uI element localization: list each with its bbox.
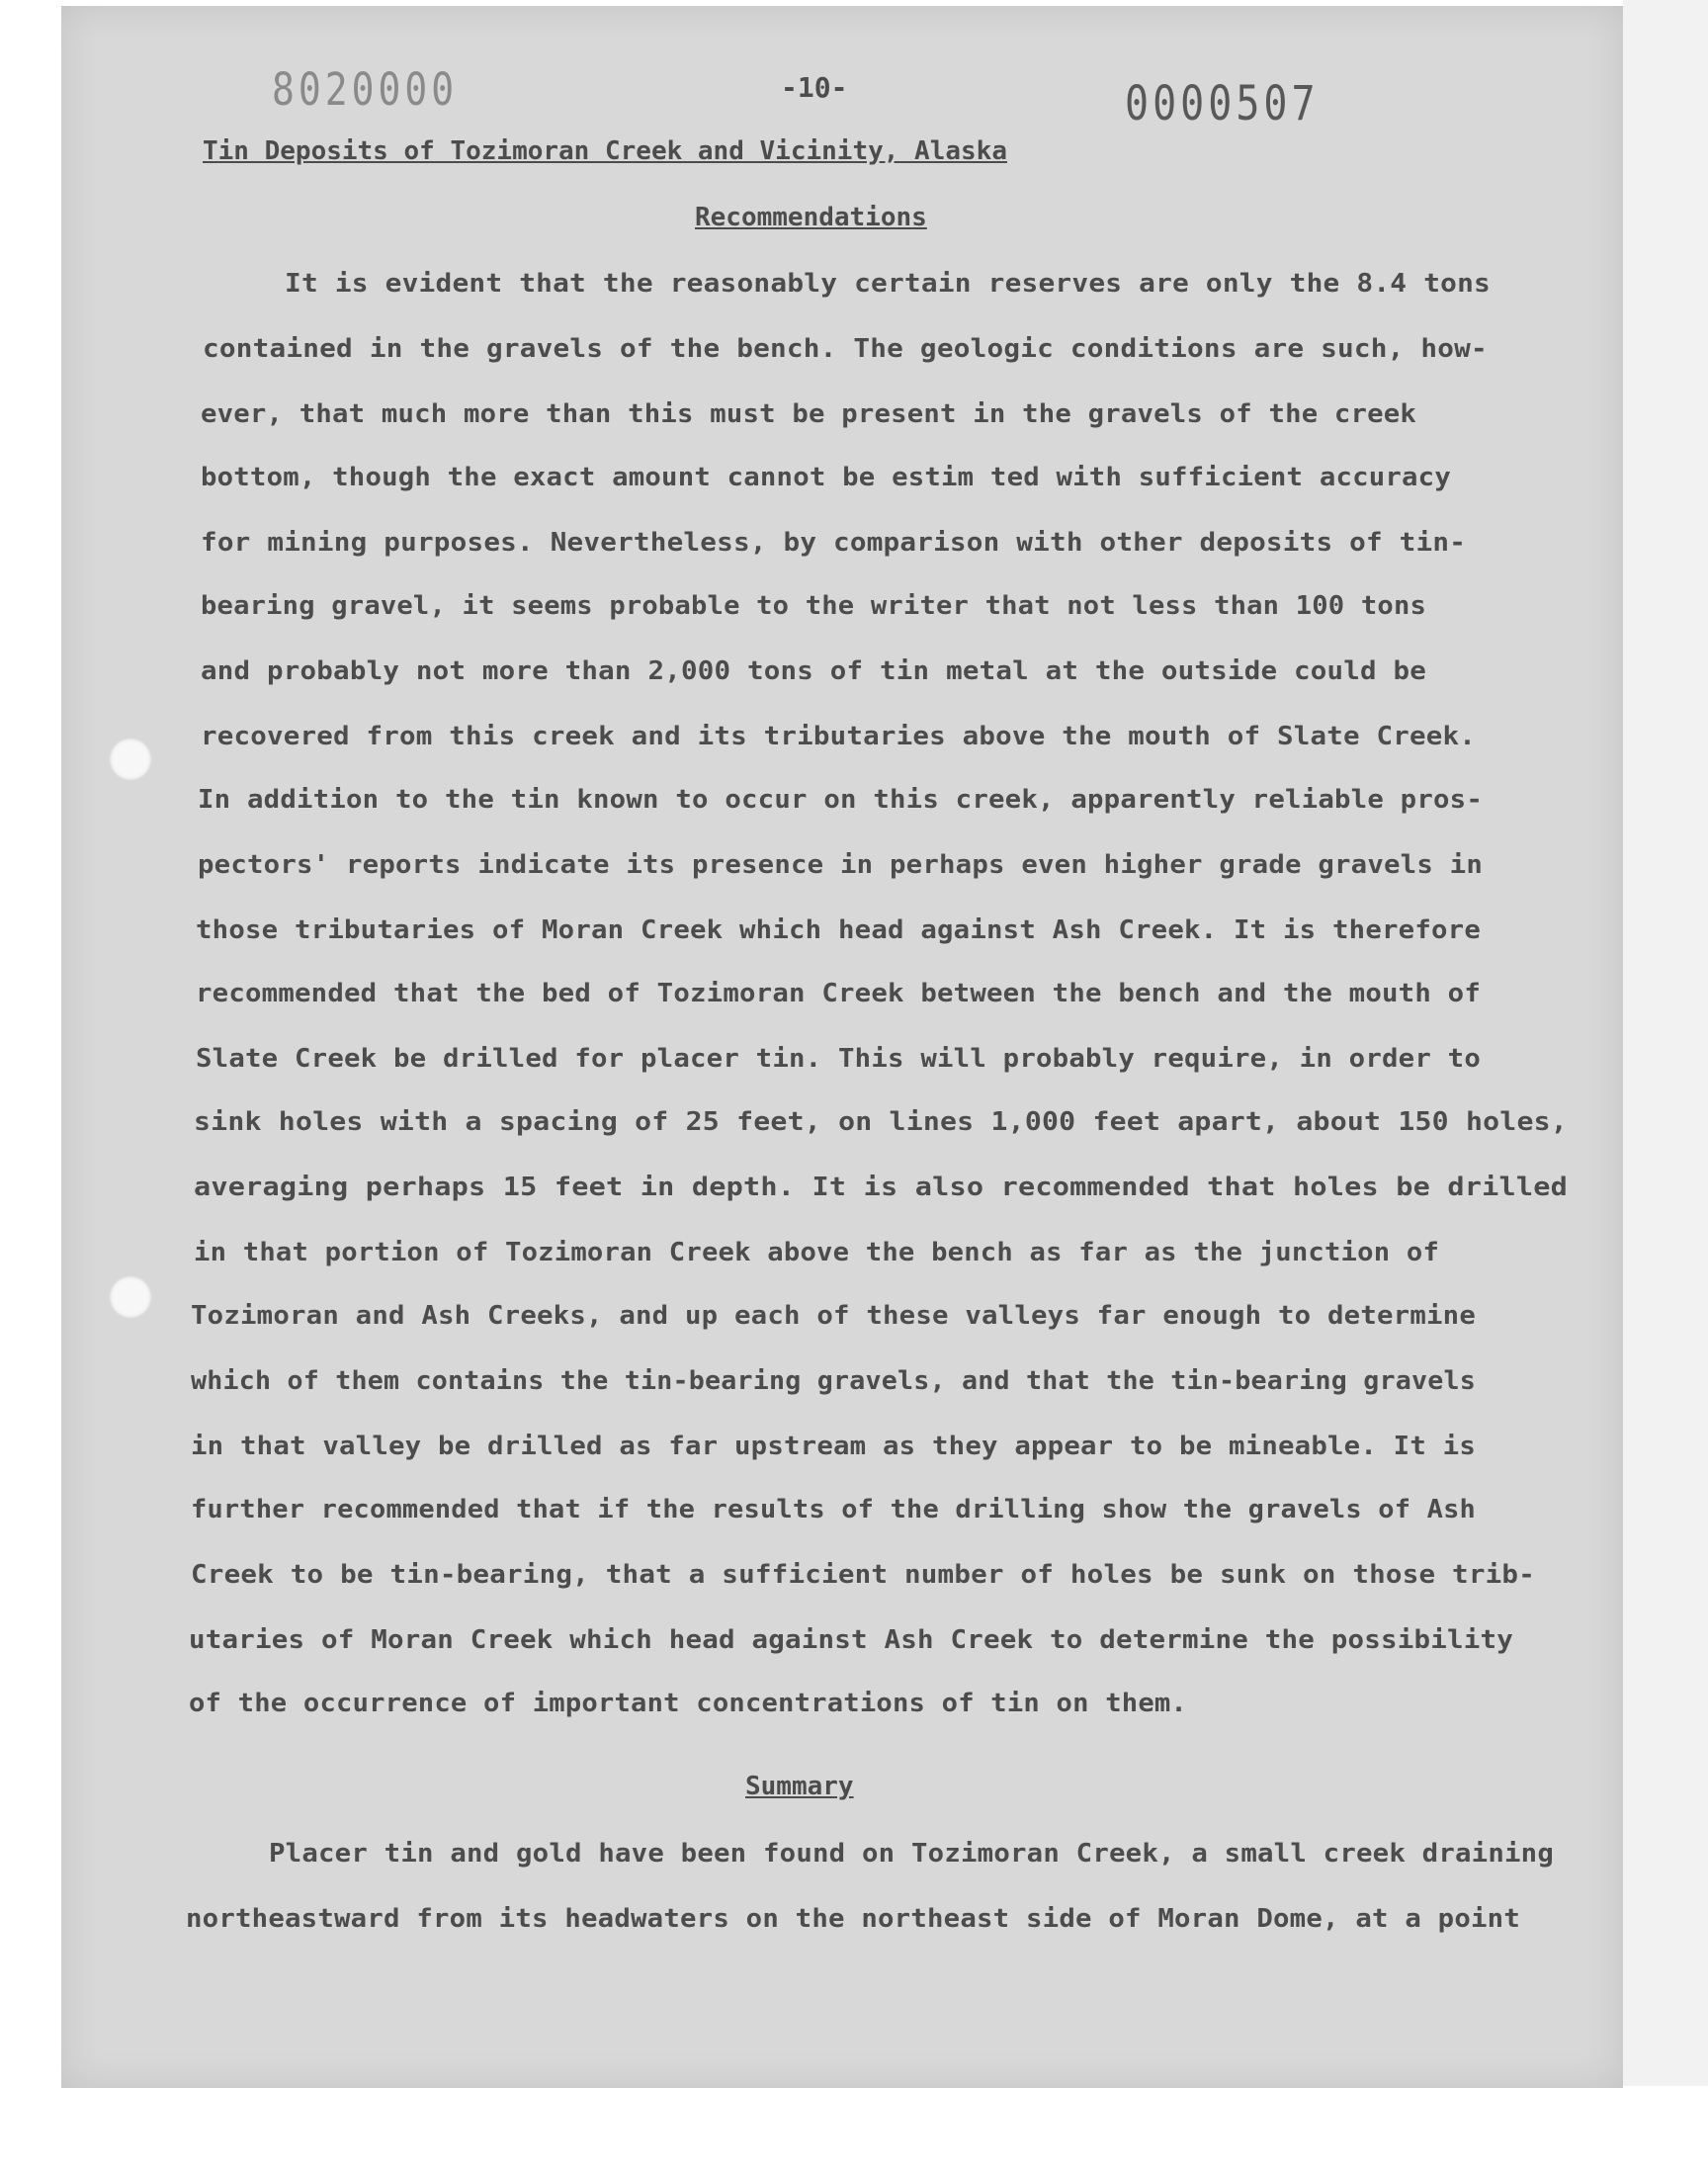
stamp-number-left: 8020000 xyxy=(272,63,459,116)
recommendations-line: recommended that the bed of Tozimoran Creek between the bench and the mouth of xyxy=(196,979,1481,1008)
recommendations-line: pectors' reports indicate its presence in perhaps even higher grade gravels in xyxy=(198,850,1483,880)
recommendations-line: bearing gravel, it seems probable to the writer that not less than 100 tons xyxy=(201,591,1427,621)
recommendations-line: of the occurrence of important concentrations of tin on them. xyxy=(189,1689,1187,1718)
recommendations-line: in that portion of Tozimoran Creek above the bench as far as the junction of xyxy=(194,1238,1440,1267)
recommendations-line: further recommended that if the results of the drilling show the gravels of Ash xyxy=(191,1495,1477,1524)
recommendations-line: In addition to the tin known to occur on this creek, apparently reliable pros- xyxy=(198,785,1483,815)
recommendations-line: It is evident that the reasonably certain reserves are only the 8.4 tons xyxy=(285,269,1491,299)
recommendations-line: sink holes with a spacing of 25 feet, on lines 1,000 feet apart, about 150 holes, xyxy=(194,1107,1568,1137)
recommendations-line: Tozimoran and Ash Creeks, and up each of these valleys far enough to determine xyxy=(191,1301,1476,1331)
summary-line: Placer tin and gold have been found on Tozimoran Creek, a small creek draining xyxy=(269,1839,1554,1869)
stamp-number-right: 0000507 xyxy=(1125,77,1320,132)
document-title: Tin Deposits of Tozimoran Creek and Vicinity, Alaska xyxy=(203,136,1007,166)
punch-hole-top xyxy=(109,738,152,781)
summary-heading: Summary xyxy=(745,1772,854,1801)
recommendations-line: contained in the gravels of the bench. The geologic conditions are such, how- xyxy=(203,334,1488,364)
recommendations-line: and probably not more than 2,000 tons of tin metal at the outside could be xyxy=(201,656,1427,686)
recommendations-line: utaries of Moran Creek which head against Ash Creek to determine the possibility xyxy=(189,1625,1514,1655)
recommendations-line: which of them contains the tin-bearing gravels, and that the tin-bearing gravels xyxy=(191,1366,1476,1396)
recommendations-line: Slate Creek be drilled for placer tin. This will probably require, in order to xyxy=(196,1044,1481,1074)
recommendations-line: ever, that much more than this must be present in the gravels of the creek xyxy=(201,399,1417,429)
recommendations-line: averaging perhaps 15 feet in depth. It is also recommended that holes be drilled xyxy=(194,1173,1569,1202)
scan-bottom-margin xyxy=(0,2088,1708,2175)
recommendations-line: Creek to be tin-bearing, that a sufficient number of holes be sunk on those trib- xyxy=(191,1560,1536,1590)
recommendations-line: those tributaries of Moran Creek which head against Ash Creek. It is therefore xyxy=(196,915,1481,945)
scan-margin xyxy=(1623,0,1708,2086)
summary-line: northeastward from its headwaters on the northeast side of Moran Dome, at a point xyxy=(186,1904,1521,1934)
recommendations-line: for mining purposes. Nevertheless, by comparison with other deposits of tin- xyxy=(201,528,1467,558)
recommendations-line: bottom, though the exact amount cannot be estim ted with sufficient accuracy xyxy=(201,463,1451,492)
recommendations-line: recovered from this creek and its tributaries above the mouth of Slate Creek. xyxy=(201,722,1477,751)
page-number: -10- xyxy=(781,71,848,104)
recommendations-line: in that valley be drilled as far upstream as they appear to be mineable. It is xyxy=(191,1432,1476,1461)
punch-hole-bottom xyxy=(109,1275,152,1319)
recommendations-heading: Recommendations xyxy=(695,203,927,232)
